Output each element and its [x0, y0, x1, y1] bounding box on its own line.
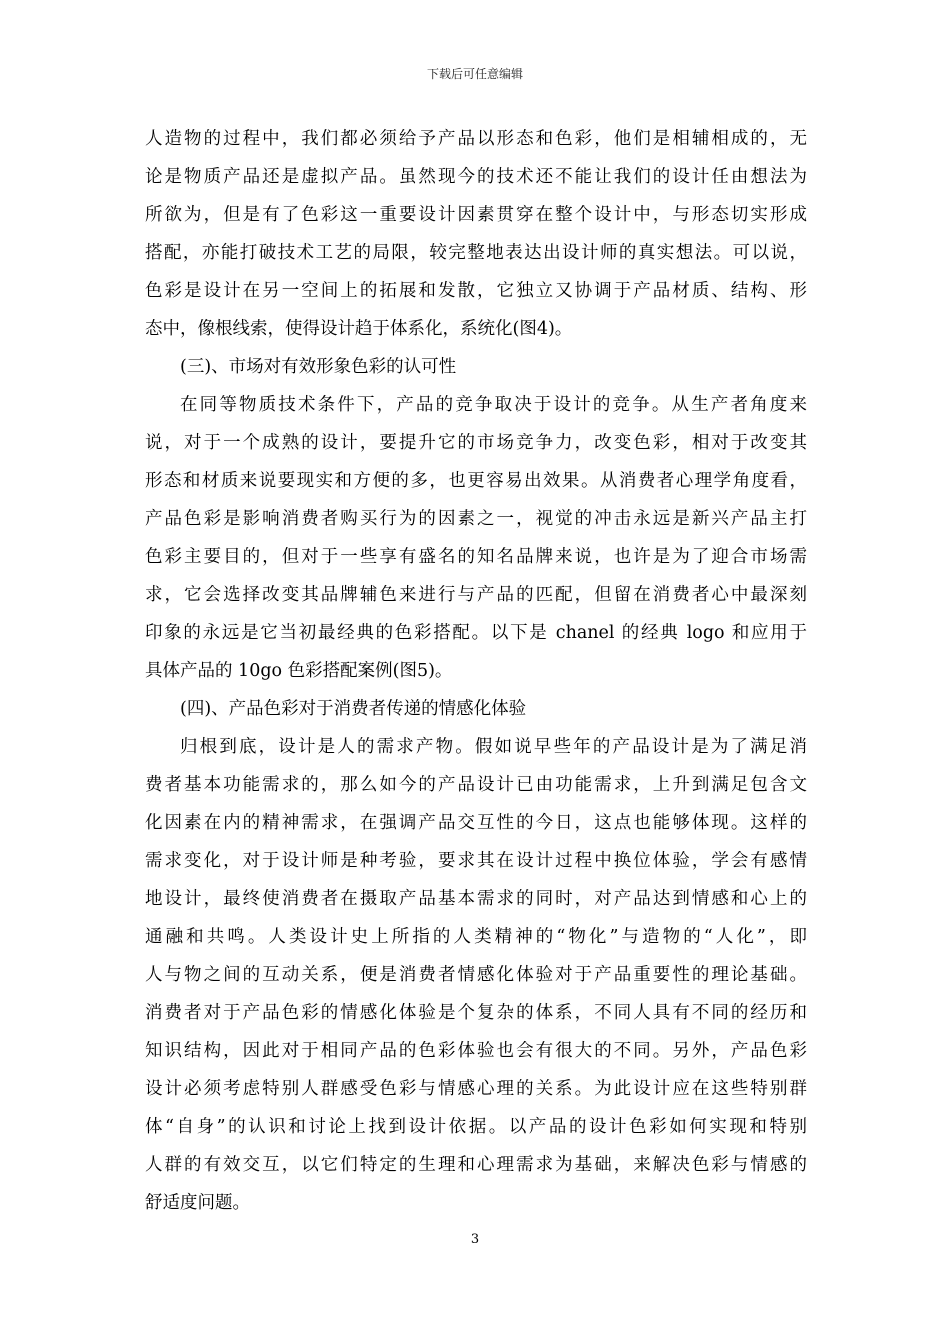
text-line: 人造物的过程中，我们都必须给予产品以形态和色彩，他们是相辅相成的，无: [145, 129, 807, 149]
text-line: 地设计，最终使消费者在摄取产品基本需求的同时，对产品达到情感和心上的: [145, 889, 807, 909]
text-line: 说，对于一个成熟的设计，要提升它的市场竞争力，改变色彩，相对于改变其: [145, 433, 807, 453]
text-line: 论是物质产品还是虚拟产品。虽然现今的技术还不能让我们的设计任由想法为: [145, 167, 807, 187]
body-text: [145, 120, 807, 1222]
text-line: 搭配，亦能打破技术工艺的局限，较完整地表达出设计师的真实想法。可以说，: [145, 243, 807, 263]
text-line: 所欲为，但是有了色彩这一重要设计因素贯穿在整个设计中，与形态切实形成: [145, 205, 807, 225]
text-line: 色彩主要目的，但对于一些享有盛名的知名品牌来说，也许是为了迎合市场需: [145, 547, 807, 567]
text-line: 费者基本功能需求的，那么如今的产品设计已由功能需求，上升到满足包含文: [145, 775, 807, 795]
text-line: (三)、市场对有效形象色彩的认可性: [180, 357, 457, 377]
text-line: 通融和共鸣。人类设计史上所指的人类精神的“物化”与造物的“人化”，即: [145, 927, 807, 947]
text-line: 需求变化，对于设计师是种考验，要求其在设计过程中换位体验，学会有感情: [145, 851, 807, 871]
text-line: 体“自身”的认识和讨论上找到设计依据。以产品的设计色彩如何实现和特别: [145, 1117, 807, 1137]
text-line: 形态和材质来说要现实和方便的多，也更容易出效果。从消费者心理学角度看，: [145, 471, 807, 491]
text-line: 舒适度问题。: [145, 1193, 250, 1213]
page-header: 下载后可任意编辑: [426, 67, 523, 81]
text-line: 色彩是设计在另一空间上的拓展和发散，它独立又协调于产品材质、结构、形: [145, 281, 807, 301]
text-line: 设计必须考虑特别人群感受色彩与情感心理的关系。为此设计应在这些特别群: [145, 1079, 807, 1099]
page-number: 3: [470, 1232, 480, 1247]
text-line: 印象的永远是它当初最经典的色彩搭配。以下是 chanel 的经典 logo 和应用于: [145, 623, 807, 643]
text-line: 归根到底，设计是人的需求产物。假如说早些年的产品设计是为了满足消: [180, 737, 807, 757]
text-line: (四)、产品色彩对于消费者传递的情感化体验: [180, 699, 527, 719]
text-line: 在同等物质技术条件下，产品的竞争取决于设计的竞争。从生产者角度来: [180, 395, 807, 415]
text-line: 化因素在内的精神需求，在强调产品交互性的今日，这点也能够体现。这样的: [145, 813, 807, 833]
text-line: 消费者对于产品色彩的情感化体验是个复杂的体系，不同人具有不同的经历和: [145, 1003, 807, 1023]
text-line: 产品色彩是影响消费者购买行为的因素之一，视觉的冲击永远是新兴产品主打: [145, 509, 807, 529]
text-line: 人群的有效交互，以它们特定的生理和心理需求为基础，来解决色彩与情感的: [145, 1155, 807, 1175]
text-line: 求，它会选择改变其品牌辅色来进行与产品的匹配，但留在消费者心中最深刻: [145, 585, 807, 605]
text-line: 具体产品的 10go 色彩搭配案例(图5)。: [145, 661, 453, 681]
text-line: 知识结构，因此对于相同产品的色彩体验也会有很大的不同。另外，产品色彩: [145, 1041, 807, 1061]
text-line: 人与物之间的互动关系，便是消费者情感化体验对于产品重要性的理论基础。: [145, 965, 807, 985]
text-line: 态中，像根线索，使得设计趋于体系化，系统化(图4)。: [145, 319, 573, 339]
